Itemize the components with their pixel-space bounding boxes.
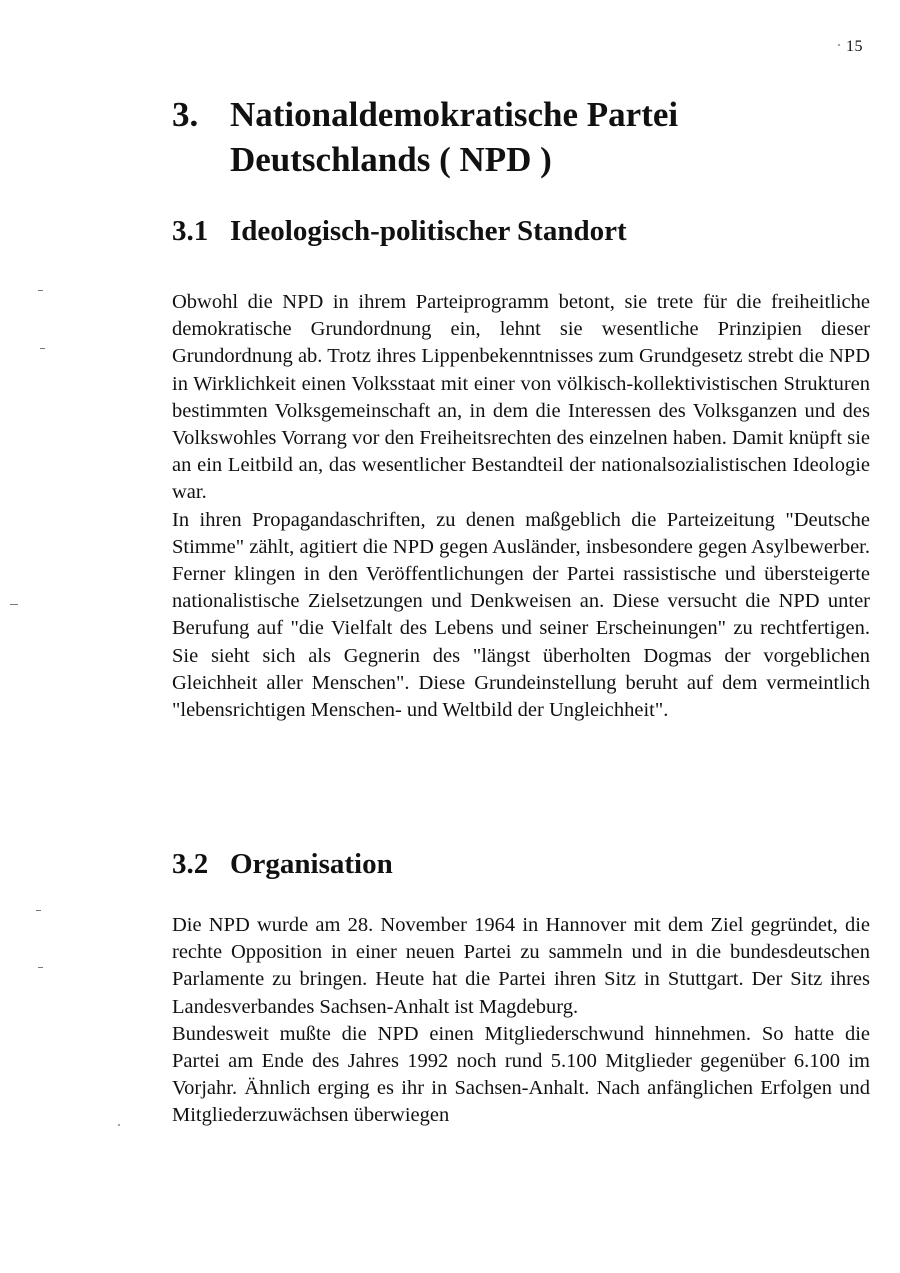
section-title: Organisation [230, 848, 393, 880]
page-number: 15 [846, 38, 863, 55]
scan-mark [40, 348, 45, 349]
section-title: Ideologisch-politischer Standort [230, 215, 627, 247]
section-body [172, 289, 870, 724]
section-heading [172, 846, 832, 882]
chapter-title: Nationaldemokratische Partei Deutschlands ( NPD ) [230, 95, 679, 179]
section-body [172, 912, 870, 1130]
paragraph: Bundesweit mußte die NPD einen Mitgliederschwund hinnehmen. So hatte die Partei am Ende des Jahres 1992 noch rund 5.100 Mitglieder gegenüber 6.100 im Vorjahr. Ähnlich erging es ihr in Sachsen-Anhalt. Nach anfänglichen Erfolgen und Mitgliederzuwächsen überwiegen [172, 1022, 870, 1127]
paragraph: Die NPD wurde am 28. November 1964 in Hannover mit dem Ziel gegründet, die rechte Opposition in einer neuen Partei zu sammeln und in die bundesdeutschen Parlamente zu bringen. Heute hat die Partei ihren Sitz in Stuttgart. Der Sitz ihres Landesverbandes Sachsen-Anhalt ist Magdeburg. [172, 914, 870, 1018]
section-heading [172, 213, 832, 249]
scan-mark [38, 290, 43, 291]
scan-speck [838, 44, 840, 46]
scan-speck [118, 1124, 120, 1126]
scan-mark [10, 604, 18, 605]
section-number: 3.1 [172, 215, 209, 247]
scan-mark [38, 967, 43, 968]
paragraph: In ihren Propagandaschriften, zu denen maßgeblich die Parteizeitung "Deutsche Stimme" zählt, agitiert die NPD gegen Ausländer, insbesondere gegen Asylbewerber. Ferner klingen in den Veröffentlichungen der Partei rassistische und übersteigerte nationalistische Zielsetzungen und Denkweisen an. Diese versucht die NPD unter Berufung auf "die Vielfalt des Lebens und seiner Erscheinungen" zu rechtfertigen. Sie sieht sich als Gegnerin des "längst überholten Dogmas der vorgeblichen Gleichheit aller Menschen". Diese Grundeinstellung beruht auf dem vermeintlich "lebensrichtigen Menschen- und Weltbild der Ungleichheit". [172, 508, 870, 722]
paragraph: Obwohl die NPD in ihrem Parteiprogramm betont, sie trete für die freiheitliche demokratische Grundordnung ein, lehnt sie wesentliche Prinzipien dieser Grundordnung ab. Trotz ihres Lippenbekenntnisses zum Grundgesetz strebt die NPD in Wirklichkeit einen Volksstaat mit einer von völkisch-kollektivistischen Strukturen bestimmten Volksgemeinschaft an, in dem die Interessen des Volksganzen und des Volkswohles Vorrang vor den Freiheitsrechten des einzelnen haben. Damit knüpft sie an ein Leitbild an, das wesentlicher Bestandteil der nationalsozialistischen Ideologie war. [172, 291, 870, 504]
section-number: 3.2 [172, 848, 209, 880]
chapter-heading [172, 92, 832, 182]
chapter-number: 3. [172, 95, 199, 134]
scan-mark [36, 910, 41, 911]
